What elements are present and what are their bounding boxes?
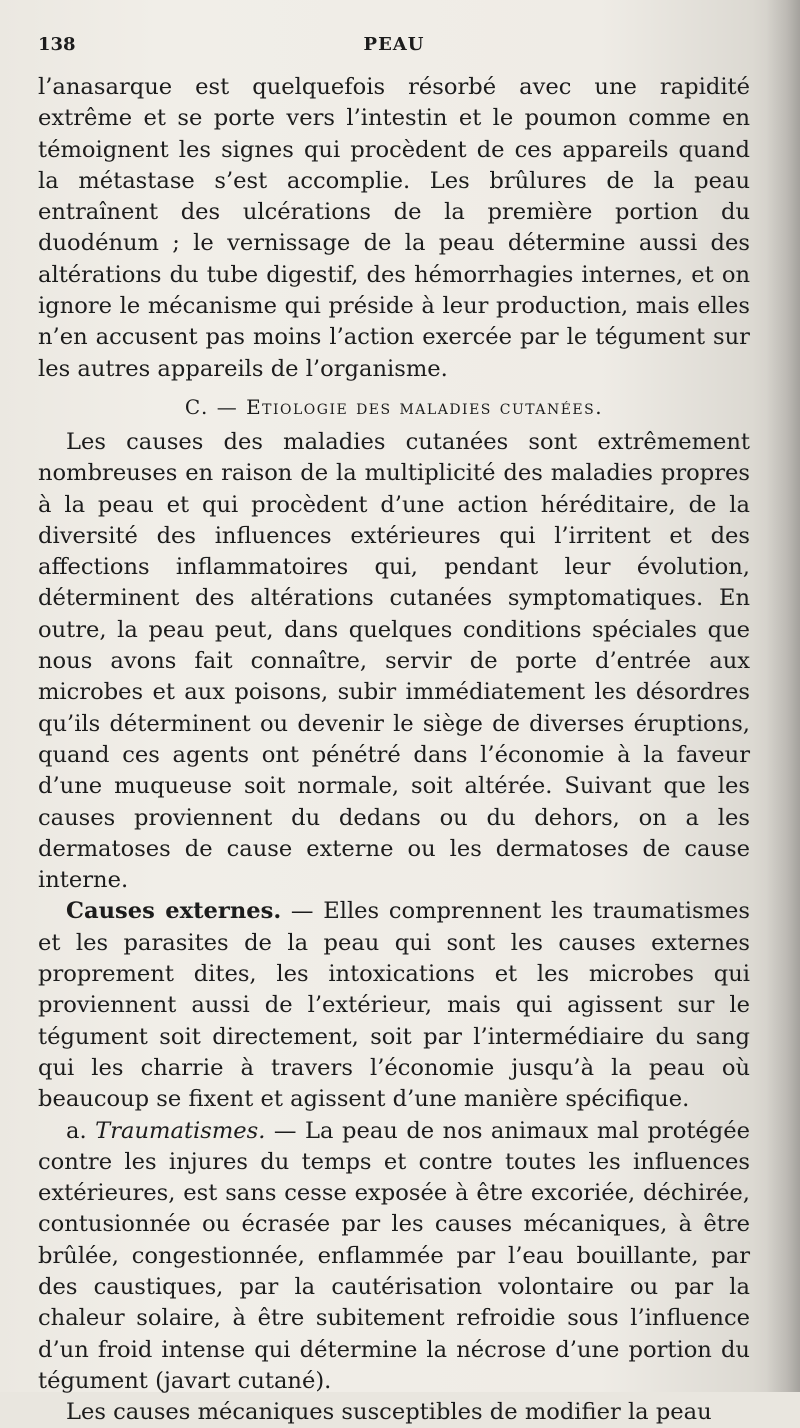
list-letter: a. [66, 1117, 96, 1144]
paragraph-causes-intro: Les causes des maladies cutanées sont extrêmement nombreuses en raison de la multiplicité des maladies propres à la peau et qui procèdent d’une action héréditaire, de la diversité des influences extérieures qui l’irritent et des affections inflammatoires qui, pendant leur évolution, déterminent des altérations cutanées symptomatiques. En outre, la peau peut, dans quelques conditions spéciales que nous avons fait connaître, servir de porte d’entrée aux microbes et aux poisons, subir immédiatement les désordres qu’ils déterminent ou devenir le siège de diverses éruptions, quand ces agents ont pénétré dans l’économie à la faveur d’une muqueuse soit normale, soit altérée. Suivant que les causes proviennent du dedans ou du dehors, on a les dermatoses de cause externe ou les dermatoses de cause interne. [38, 428, 750, 894]
page-header [38, 34, 750, 60]
page-number: 138 [38, 34, 76, 55]
paragraph-causes-externes [38, 896, 750, 1115]
paragraph-traumatismes [38, 1116, 750, 1398]
run-in-heading: Traumatismes. [95, 1117, 266, 1144]
section-heading: C. — Etiologie des maladies cutanées. [184, 394, 604, 419]
paragraph-causes-mecaniques [38, 1397, 750, 1428]
paragraph-text: — La peau de nos animaux mal protégée contre les injures du temps et contre toutes les influences extérieures, est sans cesse exposée à être excoriée, déchirée, contusionnée ou écrasée par les causes mécaniques, à être brûlée, congestionnée, enflammée par l’eau bouillante, par des caustiques, par la cautérisation volontaire ou par la chaleur solaire, à être subitement refroidie sous l’influence d’un froid intense qui détermine la nécrose d’une portion du tégument (javart cutané). [38, 1117, 750, 1394]
body-text [38, 72, 750, 1428]
paragraph-text: — Elles comprennent les traumatismes et les parasites de la peau qui sont les causes externes proprement dites, les intoxications et les microbes qui proviennent aussi de l’extérieur, mais qui agissent sur le tégument soit directement, soit par l’intermédiaire du sang qui les charrie à travers l’économie jusqu’à la peau où beaucoup se fixent et agissent d’une manière spécifique. [38, 898, 750, 1113]
run-in-heading: Causes externes. [66, 898, 282, 925]
page-shadow [766, 0, 800, 1392]
paragraph-continuation: l’anasarque est quelquefois résorbé avec une rapidité extrême et se porte vers l’intestin et le poumon comme en témoignent les signes qui procèdent de ces appareils quand la métastase s’est accomplie. Les brûlures de la peau entraînent des ulcérations de la première portion du duodénum ; le vernissage de la peau détermine aussi des altérations du tube digestif, des hémorrhagies internes, et on ignore le mécanisme qui préside à leur production, mais elles n’en accusent pas moins l’action exercée par le tégument sur les autres appareils de l’organisme. [38, 74, 750, 382]
running-title: PEAU [363, 34, 425, 55]
paragraph-text: Les causes mécaniques susceptibles de modifier la peau [66, 1399, 712, 1426]
